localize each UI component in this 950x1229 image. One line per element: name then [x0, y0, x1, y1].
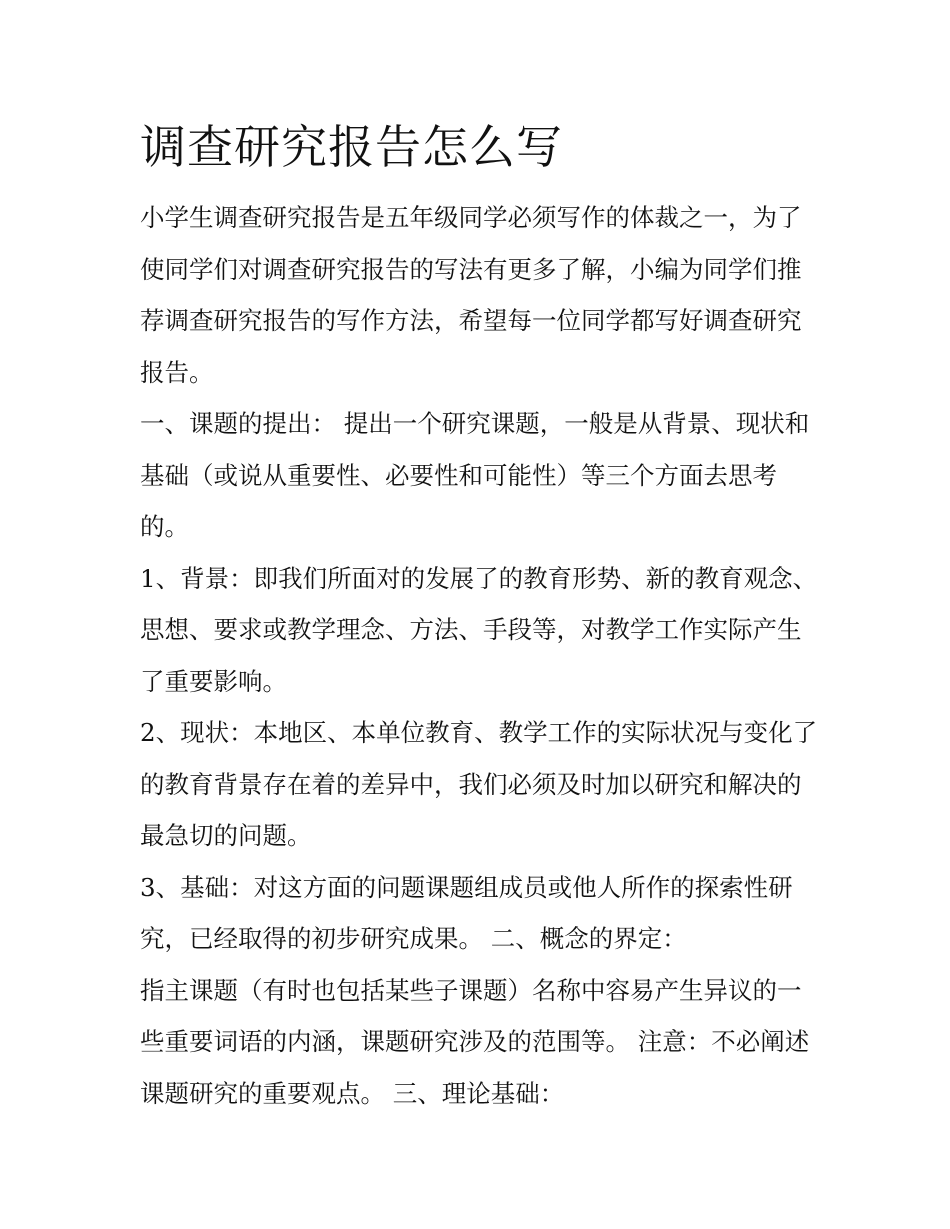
document-title: 调查研究报告怎么写: [140, 120, 563, 174]
paragraph-status: 2、现状：本地区、本单位教育、教学工作的实际状况与变化了的教育背景存在着的差异中，我们必须及时加以研究和解决的最急切的问题。: [140, 718, 818, 850]
paragraph-foundation: 3、基础：对这方面的问题课题组成员或他人所作的探索性研究，已经取得的初步研究成果。 二、概念的界定：: [140, 872, 793, 953]
document-page: [140, 112, 820, 1119]
paragraph-section-1: 一、课题的提出： 提出一个研究课题，一般是从背景、现状和基础（或说从重要性、必要性和可能性）等三个方面去思考的。: [140, 409, 810, 541]
paragraph-definition: 指主课题（有时也包括某些子课题）名称中容易产生异议的一些重要词语的内涵，课题研究涉及的范围等。 注意：不必阐述课题研究的重要观点。 三、理论基础：: [140, 975, 810, 1108]
paragraph-background: 1、背景：即我们所面对的发展了的教育形势、新的教育观念、思想、要求或教学理念、方法、手段等，对教学工作实际产生了重要影响。: [140, 563, 818, 696]
paragraph-intro: 小学生调查研究报告是五年级同学必须写作的体裁之一，为了使同学们对调查研究报告的写法有更多了解，小编为同学们推荐调查研究报告的写作方法，希望每一位同学都写好调查研究报告。: [140, 203, 802, 387]
